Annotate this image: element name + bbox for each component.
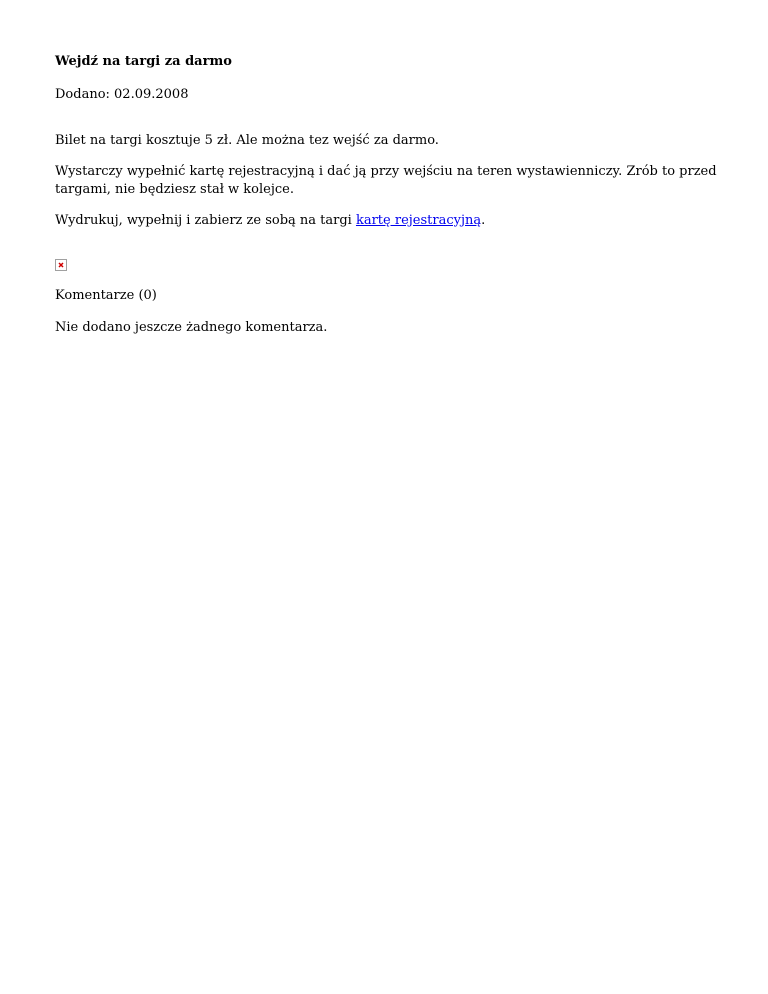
article-paragraph: Wystarczy wypełnić kartę rejestracyjną i dać ją przy wejściu na teren wystawienniczy. Zrób to przed targami, nie będziesz stał w kolejce. [55,164,717,197]
broken-image-icon [55,259,67,271]
article-paragraph: Bilet na targi kosztuje 5 zł. Ale można tez wejść za darmo. [55,133,439,148]
paragraph-text: Wydrukuj, wypełnij i zabierz ze sobą na targi [55,213,356,228]
article-paragraph [55,212,725,230]
comments-header: Komentarze (0) [55,288,157,303]
registration-card-link[interactable]: kartę rejestracyjną [355,213,482,228]
paragraph-text: . [481,213,486,228]
no-comments-text: Nie dodano jeszcze żadnego komentarza. [55,320,328,335]
article-date: Dodano: 02.09.2008 [55,87,189,102]
article-title: Wejdź na targi za darmo [55,54,232,69]
